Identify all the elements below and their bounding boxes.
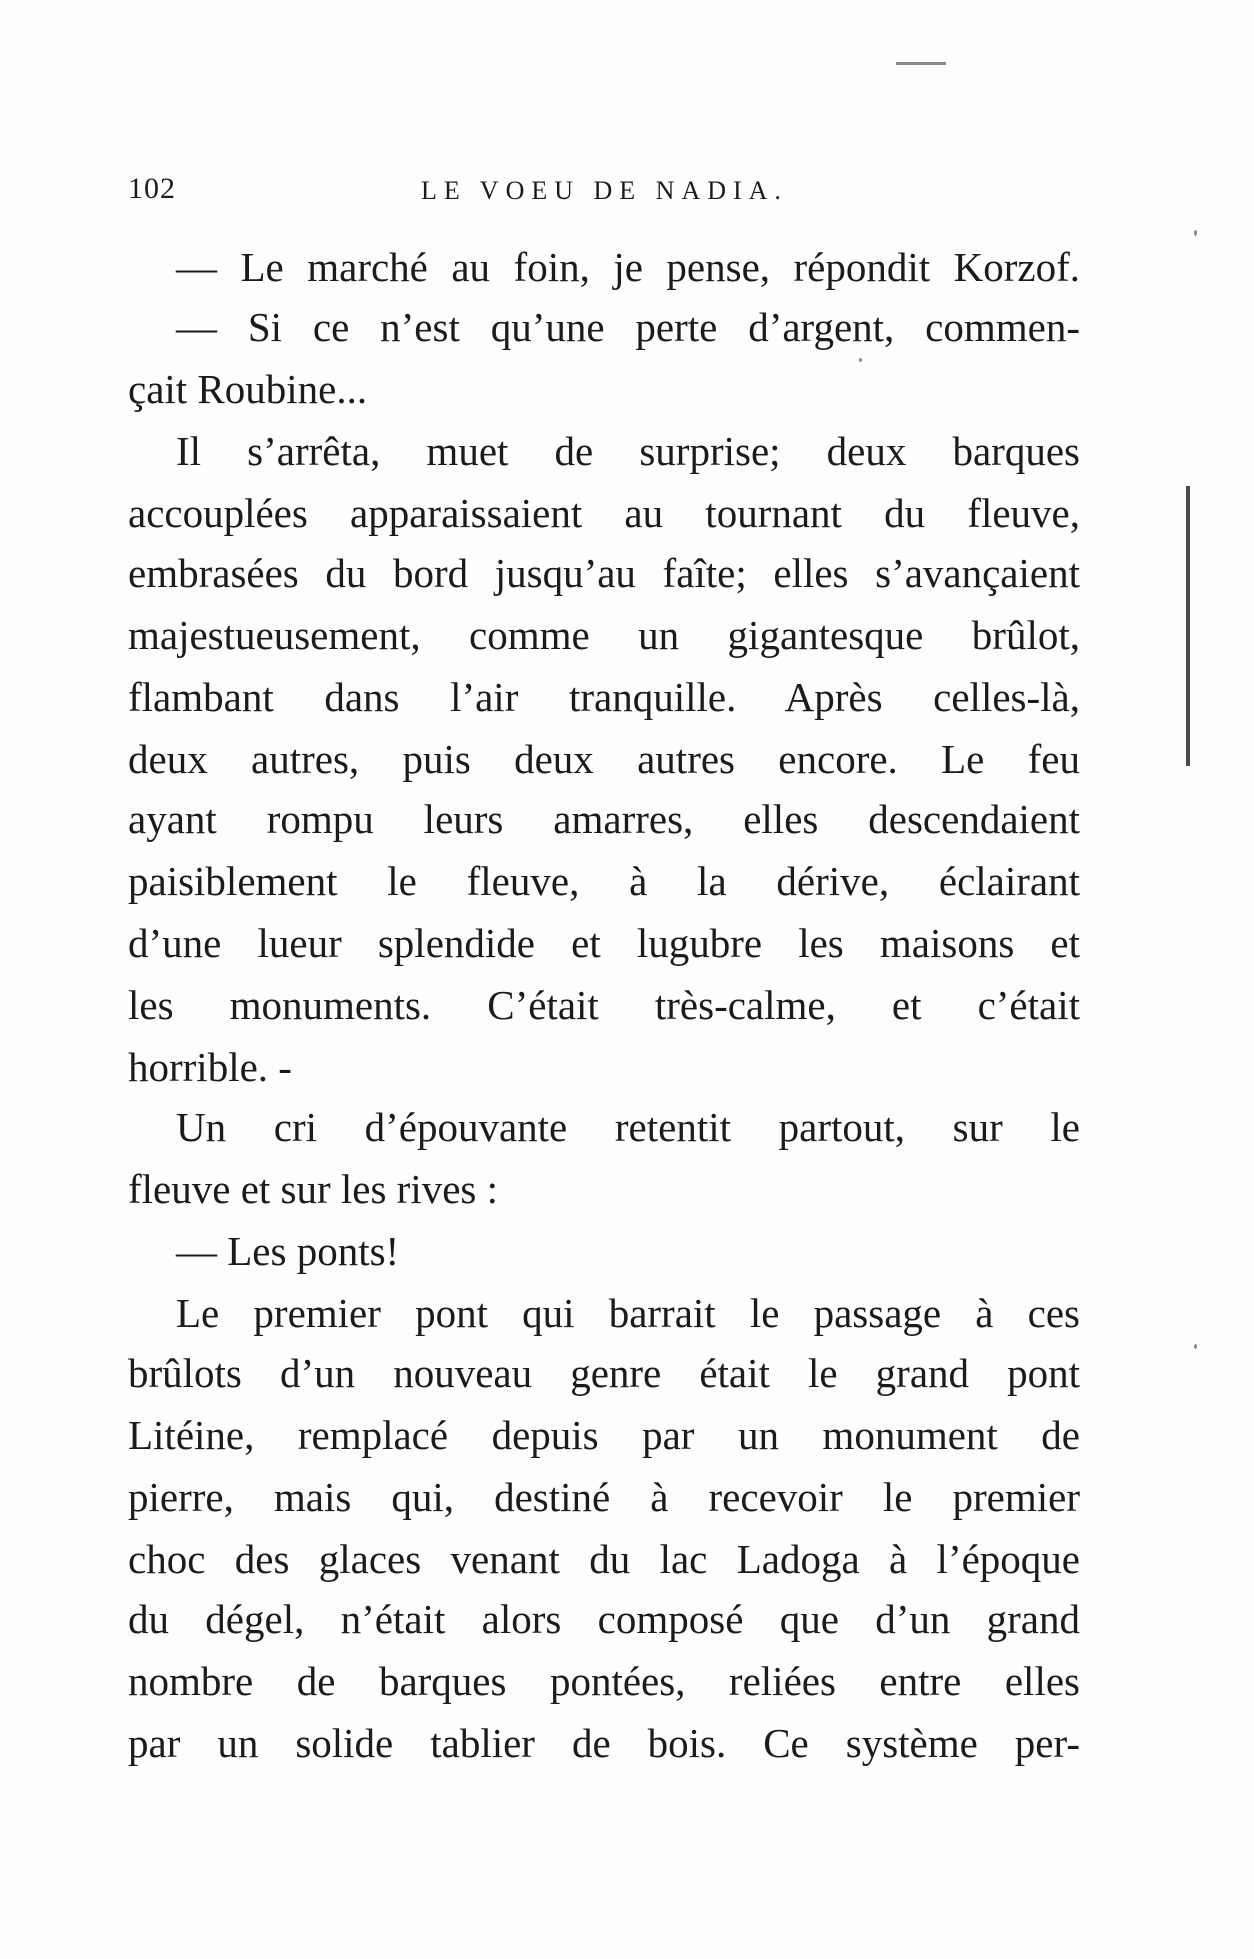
text-line: majestueusement, comme un gigantesque brûlot, (128, 612, 1080, 658)
text-line: accouplées apparaissaient au tournant du fleuve, (128, 490, 1080, 536)
text-line: paisiblement le fleuve, à la dérive, éclairant (128, 858, 1080, 904)
text-line: horrible. - (128, 1044, 292, 1090)
dust-speck (1194, 230, 1197, 236)
text-line: ayant rompu leurs amarres, elles descendaient (128, 796, 1080, 842)
text-line: fleuve et sur les rives : (128, 1166, 499, 1212)
text-line: deux autres, puis deux autres encore. Le feu (128, 736, 1080, 782)
text-line: Un cri d’épouvante retentit partout, sur le (176, 1104, 1080, 1150)
text-line: embrasées du bord jusqu’au faîte; elles s’avançaient (128, 550, 1080, 596)
scan-smudge (896, 62, 946, 65)
text-line: çait Roubine... (128, 366, 368, 412)
text-line: pierre, mais qui, destiné à recevoir le premier (128, 1474, 1080, 1520)
text-line: d’une lueur splendide et lugubre les maisons et (128, 920, 1080, 966)
dust-speck (859, 358, 862, 362)
text-line: choc des glaces venant du lac Ladoga à l’époque (128, 1536, 1080, 1582)
margin-bleed-line (1186, 486, 1190, 766)
dust-speck (1194, 1344, 1197, 1349)
text-line: Il s’arrêta, muet de surprise; deux barques (176, 428, 1080, 474)
text-line: nombre de barques pontées, reliées entre elles (128, 1658, 1080, 1704)
text-line: — Si ce n’est qu’une perte d’argent, commen- (176, 304, 1080, 350)
text-line: Le premier pont qui barrait le passage à ces (176, 1290, 1080, 1336)
text-line: du dégel, n’était alors composé que d’un grand (128, 1596, 1080, 1642)
text-line: les monuments. C’était très-calme, et c’était (128, 982, 1080, 1028)
book-title: LE VOEU DE NADIA. (421, 176, 788, 205)
text-line: par un solide tablier de bois. Ce système per- (128, 1720, 1080, 1766)
text-line: flambant dans l’air tranquille. Après celles-là, (128, 674, 1080, 720)
text-line: brûlots d’un nouveau genre était le grand pont (128, 1350, 1080, 1396)
running-header (128, 172, 1088, 212)
page-number: 102 (128, 172, 176, 205)
text-line: Litéine, remplacé depuis par un monument de (128, 1412, 1080, 1458)
text-line: — Le marché au foin, je pense, répondit Korzof. (176, 244, 1080, 290)
text-line: — Les ponts! (176, 1228, 400, 1274)
